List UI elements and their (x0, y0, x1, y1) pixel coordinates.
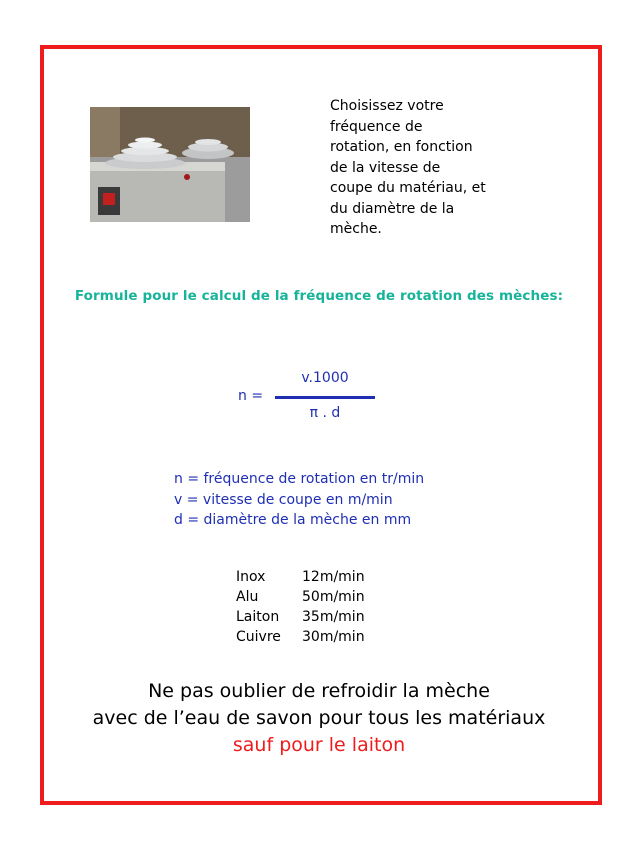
material-name: Inox (236, 569, 266, 585)
intro-line: mèche. (330, 221, 382, 237)
intro-line: rotation, en fonction (330, 139, 473, 155)
material-name: Cuivre (236, 629, 281, 645)
warning-exception: sauf pour le laiton (232, 734, 406, 756)
intro-line: de la vitesse de (330, 159, 441, 176)
warning-line: Ne pas oublier de refroidir la mèche (148, 680, 490, 702)
material-speed: 35m/min (302, 609, 365, 625)
formula-lhs: n = (238, 388, 264, 404)
definition-line: v = vitesse de coupe en m/min (174, 491, 393, 508)
material-name: Laiton (236, 609, 280, 625)
rate-row (236, 607, 365, 627)
definition-line: n = fréquence de rotation en tr/min (174, 471, 425, 487)
formula-numerator: v.1000 (301, 370, 349, 386)
intro-line: du diamètre de la (330, 200, 455, 217)
formula-denominator: π . d (309, 405, 341, 421)
definition-line: d = diamètre de la mèche en mm (174, 512, 412, 528)
drill-press-photo (90, 107, 250, 222)
intro-line: fréquence de (330, 118, 423, 135)
material-speed: 30m/min (302, 629, 365, 645)
material-speed: 50m/min (302, 589, 365, 605)
rate-row (236, 587, 365, 607)
rate-row (236, 567, 365, 587)
rate-row (236, 627, 365, 647)
material-speed: 12m/min (302, 569, 365, 585)
intro-line: Choisissez votre (330, 98, 444, 114)
formula-title: Formule pour le calcul de la fréquence de rotation des mèches: (74, 288, 564, 304)
intro-text (330, 96, 530, 240)
material-name: Alu (236, 589, 259, 605)
variable-definitions (174, 469, 494, 531)
cutting-speed-table (236, 567, 365, 647)
fraction-bar (275, 396, 375, 399)
intro-line: coupe du matériau, et (330, 180, 486, 196)
cooling-warning (40, 678, 598, 759)
warning-line: avec de l’eau de savon pour tous les matériaux (92, 707, 546, 729)
drill-press-illustration (90, 107, 250, 222)
